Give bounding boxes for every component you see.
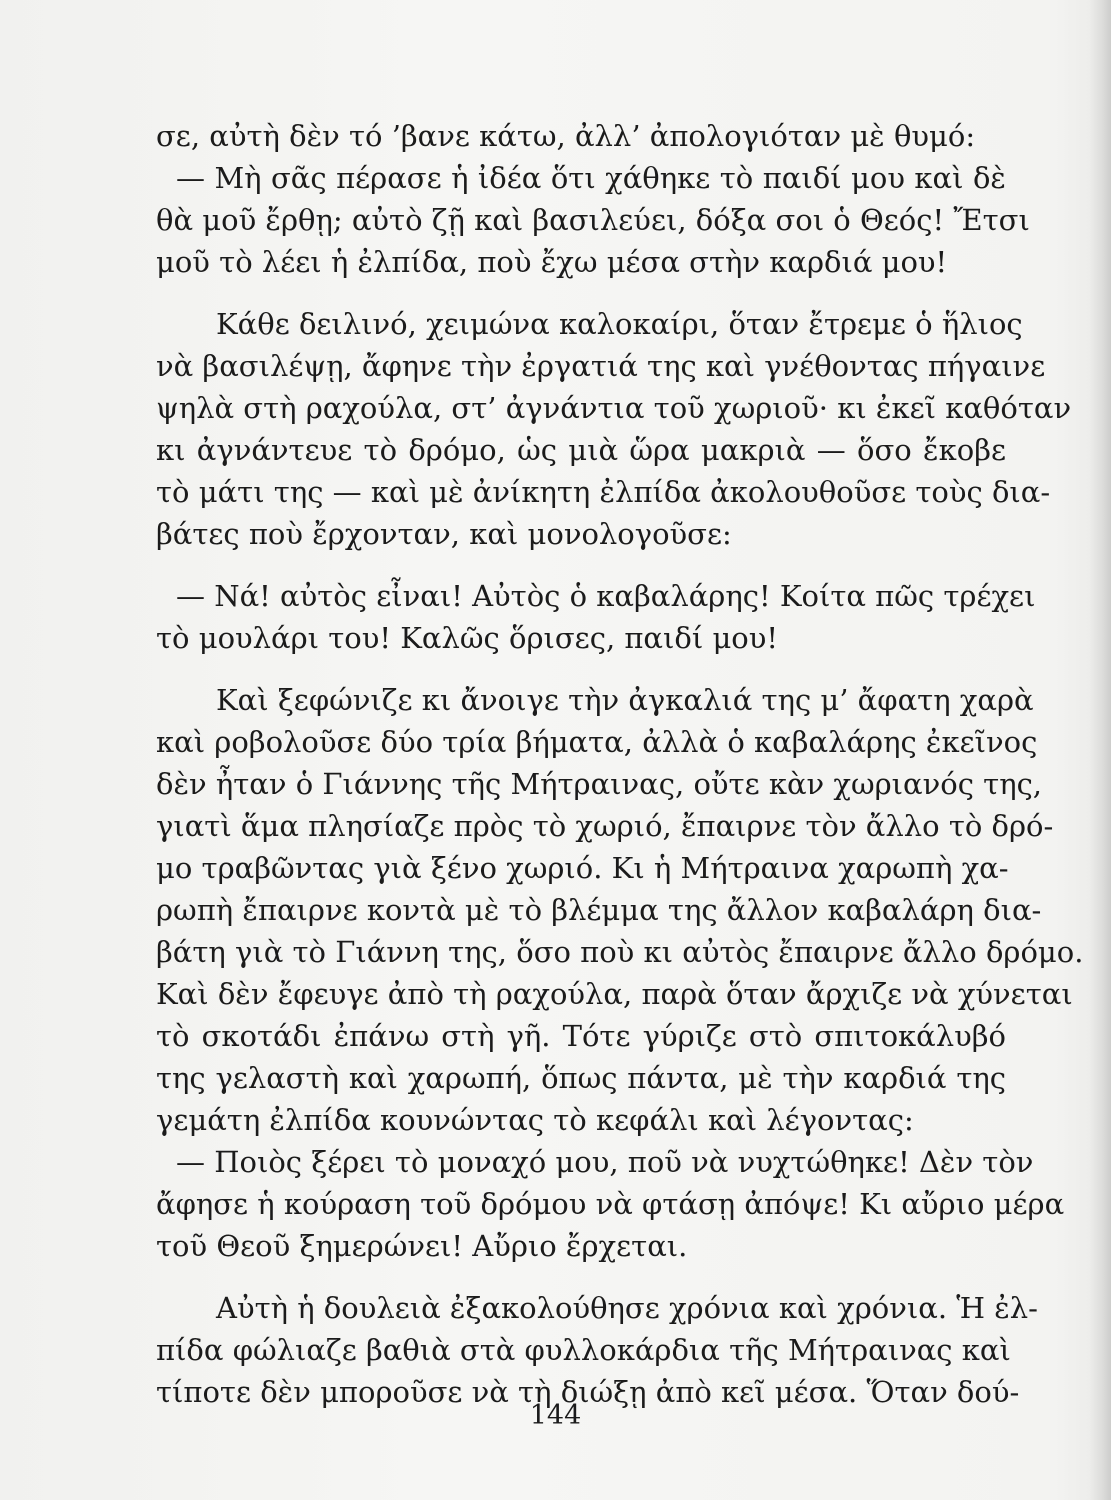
text-line: πίδα φώλιαζε βαθιὰ στὰ φυλλοκάρδια τῆς Μήτραινας καὶ: [156, 1333, 1011, 1367]
text-line: βάτες ποὺ ἔρχονταν, καὶ μονολογοῦσε:: [156, 517, 732, 551]
paragraph: [156, 679, 1084, 1141]
text-line: ἄφησε ἡ κούραση τοῦ δρόμου νὰ φτάσῃ ἀπόψε! Κι αὔριο μέρα: [156, 1187, 1065, 1221]
text-line: Καὶ ξεφώνιζε κι ἄνοιγε τὴν ἀγκαλιά της μ’ ἄφατη χαρὰ: [216, 683, 1034, 717]
page-edge-shadow: [1089, 0, 1111, 1500]
text-line: τὸ σκοτάδι ἐπάνω στὴ γῆ. Τότε γύριζε στὸ σπιτοκάλυβό: [156, 1019, 1006, 1053]
text-line: Κάθε δειλινό, χειμώνα καλοκαίρι, ὅταν ἔτρεμε ὁ ἥλιος: [216, 307, 1023, 341]
dialogue-paragraph: [156, 157, 1030, 283]
text-line: ψηλὰ στὴ ραχούλα, στ’ ἀγνάντια τοῦ χωριοῦ· κι ἐκεῖ καθόταν: [156, 391, 1072, 425]
text-line: γιατὶ ἅμα πλησίαζε πρὸς τὸ χωριό, ἔπαιρνε τὸν ἄλλο τὸ δρό-: [156, 809, 1054, 843]
text-line: Αὐτὴ ἡ δουλειὰ ἐξακολούθησε χρόνια καὶ χρόνια. Ἡ ἐλ-: [216, 1291, 1038, 1325]
paragraph: [156, 115, 1006, 157]
paragraph-gap: [156, 283, 1006, 303]
paragraph: [156, 303, 1072, 555]
text-line: μοῦ τὸ λέει ἡ ἐλπίδα, ποὺ ἔχω μέσα στὴν καρδιά μου!: [156, 245, 948, 279]
text-line: βάτη γιὰ τὸ Γιάννη της, ὅσο ποὺ κι αὐτὸς ἔπαιρνε ἄλλο δρόμο.: [156, 935, 1084, 969]
text-line: — Μὴ σᾶς πέρασε ἡ ἰδέα ὅτι χάθηκε τὸ παιδί μου καὶ δὲ: [176, 161, 1006, 195]
text-line: δὲν ἦταν ὁ Γιάννης τῆς Μήτραινας, οὔτε κὰν χωριανός της,: [156, 767, 1043, 801]
paragraph-gap: [156, 659, 1006, 679]
text-line: κι ἀγνάντευε τὸ δρόμο, ὡς μιὰ ὥρα μακριὰ — ὅσο ἔκοβε: [156, 433, 1006, 467]
text-line: θὰ μοῦ ἔρθῃ; αὐτὸ ζῇ καὶ βασιλεύει, δόξα σοι ὁ Θεός! Ἔτσι: [156, 203, 1030, 237]
paragraph: [156, 1287, 1038, 1413]
text-line: τίποτε δὲν μποροῦσε νὰ τὴ διώξῃ ἀπὸ κεῖ μέσα. Ὅταν δού-: [156, 1375, 1020, 1409]
text-line: τὸ μάτι της — καὶ μὲ ἀνίκητη ἐλπίδα ἀκολουθοῦσε τοὺς δια-: [156, 475, 1051, 509]
text-line: τοῦ Θεοῦ ξημερώνει! Αὔριο ἔρχεται.: [156, 1229, 688, 1263]
text-line: — Νά! αὐτὸς εἶναι! Αὐτὸς ὁ καβαλάρης! Κοίτα πῶς τρέχει: [176, 579, 1036, 613]
text-line: ρωπὴ ἔπαιρνε κοντὰ μὲ τὸ βλέμμα της ἄλλον καβαλάρη δια-: [156, 893, 1042, 927]
body-text: [156, 115, 1084, 1413]
text-line: νὰ βασιλέψῃ, ἄφηνε τὴν ἐργατιά της καὶ γνέθοντας πήγαινε: [156, 349, 1046, 383]
text-line: καὶ ροβολοῦσε δύο τρία βήματα, ἀλλὰ ὁ καβαλάρης ἐκεῖνος: [156, 725, 1038, 759]
paragraph-gap: [156, 555, 1006, 575]
text-line: της γελαστὴ καὶ χαρωπή, ὅπως πάντα, μὲ τὴν καρδιά της: [156, 1061, 1006, 1095]
text-line: μο τραβῶντας γιὰ ξένο χωριό. Κι ἡ Μήτραινα χαρωπὴ χα-: [156, 851, 1009, 885]
text-line: — Ποιὸς ξέρει τὸ μοναχό μου, ποῦ νὰ νυχτώθηκε! Δὲν τὸν: [176, 1145, 1034, 1179]
page-number: 144: [529, 1400, 582, 1431]
paragraph-gap: [156, 1267, 1006, 1287]
text-line: σε, αὐτὴ δὲν τό ’βανε κάτω, ἀλλ’ ἀπολογιόταν μὲ θυμό:: [156, 119, 976, 153]
text-line: γεμάτη ἐλπίδα κουνώντας τὸ κεφάλι καὶ λέγοντας:: [156, 1103, 914, 1137]
dialogue-paragraph: [156, 575, 1036, 659]
text-line: Καὶ δὲν ἔφευγε ἀπὸ τὴ ραχούλα, παρὰ ὅταν ἄρχιζε νὰ χύνεται: [156, 977, 1073, 1011]
text-line: τὸ μουλάρι του! Καλῶς ὅρισες, παιδί μου!: [156, 621, 779, 655]
dialogue-paragraph: [156, 1141, 1065, 1267]
